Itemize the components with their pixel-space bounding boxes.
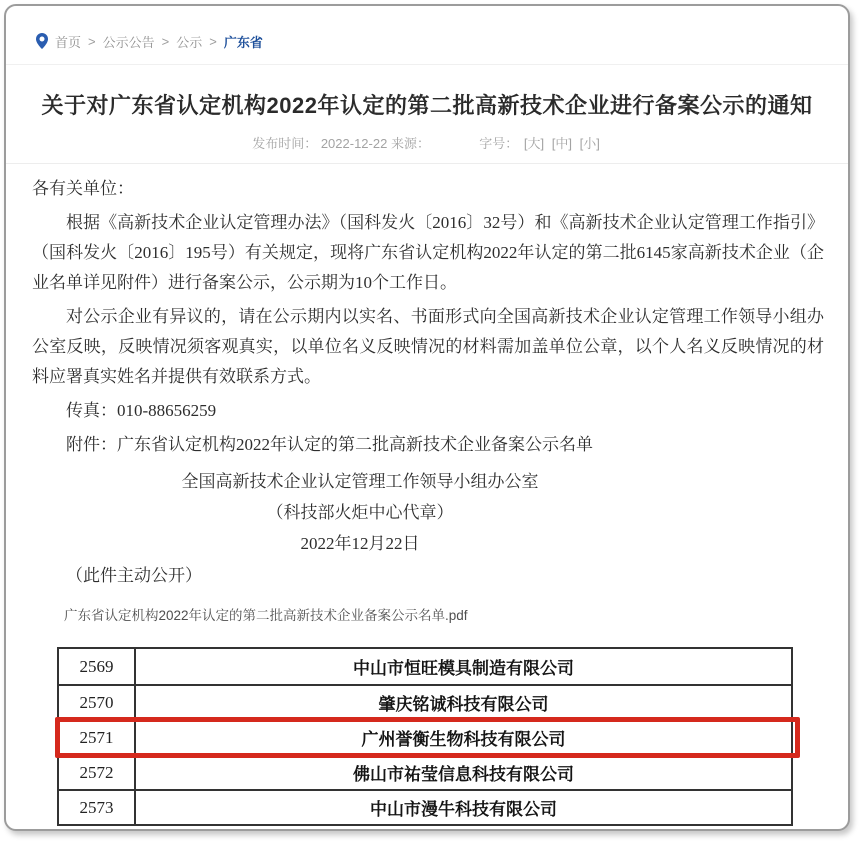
breadcrumb-divider [6, 64, 848, 65]
breadcrumb-separator: > [88, 34, 96, 49]
publish-date: 2022-12-22 [320, 136, 388, 151]
row-number: 2571 [59, 721, 136, 754]
company-name: 中山市恒旺模具制造有限公司 [353, 659, 574, 678]
breadcrumb-home[interactable]: 首页 [55, 35, 82, 50]
row-number: 2570 [59, 686, 136, 719]
row-number: 2573 [59, 791, 136, 824]
signature-block [32, 466, 688, 559]
location-pin-icon [36, 33, 48, 49]
fontsize-small-button[interactable]: [小] [579, 136, 600, 151]
breadcrumb-announcements[interactable]: 公示公告 [102, 35, 155, 50]
fontsize-medium-button[interactable]: [中] [551, 136, 572, 151]
fontsize-large-button[interactable]: [大] [523, 136, 545, 151]
page-title: 关于对广东省认定机构2022年认定的第二批高新技术企业进行备案公示的通知 [41, 93, 813, 118]
breadcrumb-separator: > [209, 34, 217, 49]
paragraph-basis: 根据《高新技术企业认定管理办法》（国科发火〔2016〕32号）和《高新技术企业认定管理工作指引》（国科发火〔2016〕195号）有关规定，现将广东省认定机构2022年认定的第二批6145家高新技术企业（企业名单详见附件）进行备案公示，公示期为10个工作日。 [32, 213, 824, 292]
paragraph-objection: 对公示企业有异议的，请在公示期内以实名、书面形式向全国高新技术企业认定管理工作领导小组办公室反映，反映情况须客观真实，以单位名义反映情况的材料需加盖单位公章，以个人名义反映情况的材料应署真实姓名并提供有效联系方式。 [32, 307, 824, 386]
attachment-pdf-link[interactable]: 广东省认定机构2022年认定的第二批高新技术企业备案公示名单.pdf [64, 608, 468, 623]
company-table [57, 647, 793, 826]
table-row [59, 649, 791, 684]
signature-on-behalf: （科技部火炬中心代章） [266, 503, 454, 522]
fax-line: 传真：010-88656259 [66, 401, 217, 420]
company-name: 佛山市祐莹信息科技有限公司 [353, 765, 574, 784]
company-name: 肇庆铭诚科技有限公司 [378, 695, 549, 714]
article-meta [6, 133, 848, 152]
breadcrumb-publicity[interactable]: 公示 [176, 35, 203, 50]
breadcrumb-current-guangdong: 广东省 [223, 35, 263, 50]
breadcrumb-separator: > [161, 34, 170, 49]
row-number: 2572 [59, 756, 136, 789]
page-frame [4, 4, 850, 831]
table-row-highlighted [59, 719, 791, 754]
fontsize-label: 字号： [479, 136, 519, 151]
company-name: 广州誉衡生物科技有限公司 [361, 730, 566, 749]
signature-org: 全国高新技术企业认定管理工作领导小组办公室 [181, 472, 539, 491]
table-row [59, 754, 791, 789]
attachment-line: 附件：广东省认定机构2022年认定的第二批高新技术企业备案公示名单 [66, 435, 593, 454]
disclosure-note: （此件主动公开） [66, 566, 202, 585]
row-number: 2569 [59, 649, 136, 684]
breadcrumb [6, 6, 848, 51]
document-body [6, 164, 848, 631]
company-name: 中山市漫牛科技有限公司 [370, 800, 557, 819]
publish-time-label: 发布时间： [252, 136, 318, 151]
salutation: 各有关单位： [32, 179, 134, 198]
source-label: 来源： [390, 136, 430, 151]
signature-date: 2022年12月22日 [300, 534, 420, 553]
table-row [59, 684, 791, 719]
table-row [59, 789, 791, 824]
